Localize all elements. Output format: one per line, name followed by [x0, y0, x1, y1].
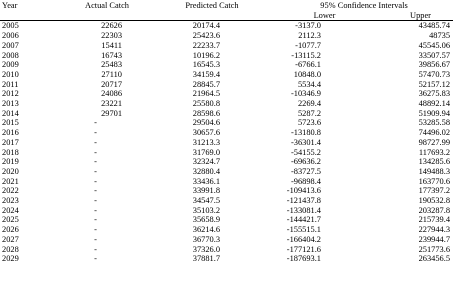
cell-upper: 48735 — [429, 31, 451, 41]
cell-actual-catch: - — [94, 244, 97, 254]
cell-upper: 57470.73 — [418, 69, 451, 79]
cell-lower: -13115.2 — [291, 50, 321, 60]
cell-year: 2013 — [2, 99, 19, 109]
table-row — [0, 235, 453, 245]
cell-upper: 117693.2 — [418, 147, 451, 157]
cell-actual-catch: 29701 — [101, 108, 122, 118]
cell-upper: 251773.6 — [418, 244, 451, 254]
cell-actual-catch: 24086 — [101, 89, 122, 99]
cell-lower: 5723.6 — [297, 118, 321, 128]
cell-predicted-catch: 32324.7 — [192, 157, 220, 167]
cell-lower: -1077.7 — [295, 40, 321, 50]
table-row — [0, 186, 453, 196]
cell-year: 2017 — [2, 137, 19, 147]
cell-actual-catch: - — [94, 147, 97, 157]
cell-lower: -36301.4 — [290, 137, 321, 147]
cell-actual-catch: 22626 — [101, 21, 122, 31]
table-header — [0, 1, 453, 21]
cell-predicted-catch: 33991.8 — [192, 186, 220, 196]
table-row — [0, 157, 453, 167]
cell-upper: 134285.6 — [418, 157, 451, 167]
cell-predicted-catch: 10196.2 — [192, 50, 220, 60]
cell-lower: -83727.5 — [290, 166, 321, 176]
header-actual-catch: Actual Catch — [85, 1, 129, 10]
cell-predicted-catch: 28845.7 — [192, 79, 220, 89]
cell-upper: 227944.3 — [418, 225, 451, 235]
cell-predicted-catch: 22233.7 — [192, 40, 220, 50]
cell-year: 2015 — [2, 118, 19, 128]
cell-lower: 2112.3 — [298, 31, 321, 41]
cell-lower: -3137.0 — [295, 21, 321, 31]
cell-actual-catch: - — [94, 196, 97, 206]
cell-year: 2028 — [2, 244, 19, 254]
table-row — [0, 245, 453, 255]
table-row — [0, 215, 453, 225]
cell-year: 2007 — [2, 40, 19, 50]
header-lower: Lower — [247, 11, 358, 21]
cell-lower: -187693.1 — [286, 254, 321, 264]
cell-year: 2008 — [2, 50, 19, 60]
cell-predicted-catch: 37326.0 — [192, 244, 220, 254]
cell-lower: -144421.7 — [286, 215, 321, 225]
cell-predicted-catch: 28598.6 — [192, 108, 220, 118]
table-row — [0, 167, 453, 177]
cell-upper: 149488.3 — [418, 166, 451, 176]
cell-actual-catch: - — [94, 234, 97, 244]
cell-upper: 190532.8 — [418, 196, 451, 206]
cell-year: 2019 — [2, 157, 19, 167]
cell-upper: 39856.67 — [418, 60, 451, 70]
header-spacer — [0, 11, 49, 21]
cell-predicted-catch: 31213.3 — [192, 137, 220, 147]
cell-predicted-catch: 29504.6 — [192, 118, 220, 128]
cell-predicted-catch: 35103.2 — [192, 205, 220, 215]
cell-predicted-catch: 35658.9 — [192, 215, 220, 225]
cell-upper: 177397.2 — [418, 186, 451, 196]
table-row — [0, 148, 453, 158]
cell-year: 2026 — [2, 225, 19, 235]
cell-upper: 163770.6 — [418, 176, 451, 186]
cell-upper: 203287.8 — [418, 205, 451, 215]
cell-lower: -166404.2 — [286, 234, 321, 244]
table-row — [0, 138, 453, 148]
cell-year: 2010 — [2, 69, 19, 79]
cell-year: 2027 — [2, 234, 19, 244]
cell-predicted-catch: 20174.4 — [192, 21, 220, 31]
header-upper: Upper — [358, 11, 453, 21]
cell-lower: 5534.4 — [297, 79, 321, 89]
cell-predicted-catch: 21964.5 — [192, 89, 220, 99]
cell-upper: 215739.4 — [418, 215, 451, 225]
cell-lower: -10346.9 — [290, 89, 321, 99]
cell-lower: 2269.4 — [297, 99, 321, 109]
cell-predicted-catch: 25580.8 — [192, 99, 220, 109]
table-row — [0, 128, 453, 138]
table-row — [0, 118, 453, 128]
table-body — [0, 21, 453, 264]
cell-year: 2029 — [2, 254, 19, 264]
cell-predicted-catch: 16545.3 — [192, 60, 220, 70]
cell-actual-catch: - — [94, 118, 97, 128]
cell-predicted-catch: 32880.4 — [192, 166, 220, 176]
cell-upper: 52157.12 — [418, 79, 451, 89]
cell-year: 2011 — [2, 79, 19, 89]
cell-actual-catch: - — [94, 215, 97, 225]
cell-actual-catch: - — [94, 128, 97, 138]
cell-lower: -155515.1 — [286, 225, 321, 235]
cell-actual-catch: - — [94, 205, 97, 215]
table-row — [0, 254, 453, 264]
cell-predicted-catch: 34547.5 — [192, 196, 220, 206]
cell-upper: 51909.94 — [418, 108, 451, 118]
table-row — [0, 206, 453, 216]
cell-predicted-catch: 30657.6 — [192, 128, 220, 138]
cell-upper: 239944.7 — [418, 234, 451, 244]
table-row — [0, 177, 453, 187]
cell-actual-catch: 15411 — [101, 40, 122, 50]
cell-upper: 43485.74 — [418, 21, 451, 31]
cell-upper: 98727.99 — [418, 137, 451, 147]
cell-upper: 33507.57 — [418, 50, 451, 60]
cell-actual-catch: 22303 — [101, 31, 122, 41]
cell-actual-catch: - — [94, 137, 97, 147]
cell-upper: 263456.5 — [418, 254, 451, 264]
cell-lower: 10848.0 — [293, 69, 321, 79]
header-spacer — [147, 11, 247, 21]
table-row — [0, 41, 453, 51]
header-predicted-catch: Predicted Catch — [185, 1, 239, 10]
cell-upper: 48892.14 — [418, 99, 451, 109]
cell-actual-catch: 16743 — [101, 50, 122, 60]
cell-actual-catch: 20717 — [101, 79, 122, 89]
cell-upper: 45545.06 — [418, 40, 451, 50]
cell-lower: -96898.4 — [290, 176, 321, 186]
cell-upper: 74496.02 — [418, 128, 451, 138]
cell-year: 2023 — [2, 196, 19, 206]
cell-predicted-catch: 34159.4 — [192, 69, 220, 79]
cell-year: 2024 — [2, 205, 19, 215]
cell-year: 2006 — [2, 31, 19, 41]
table-row — [0, 109, 453, 119]
cell-year: 2012 — [2, 89, 19, 99]
cell-year: 2014 — [2, 108, 19, 118]
cell-lower: -13180.8 — [290, 128, 321, 138]
cell-year: 2021 — [2, 176, 19, 186]
cell-actual-catch: - — [94, 166, 97, 176]
cell-lower: 5287.2 — [297, 108, 321, 118]
cell-predicted-catch: 36770.3 — [192, 234, 220, 244]
cell-year: 2020 — [2, 166, 19, 176]
header-year: Year — [2, 1, 18, 10]
cell-lower: -177121.6 — [286, 244, 321, 254]
cell-actual-catch: - — [94, 186, 97, 196]
cell-lower: -121437.8 — [286, 196, 321, 206]
table-row — [0, 196, 453, 206]
table-row — [0, 225, 453, 235]
cell-lower: -54155.2 — [290, 147, 321, 157]
cell-actual-catch: 23221 — [101, 99, 122, 109]
cell-lower: -109413.6 — [286, 186, 321, 196]
cell-year: 2018 — [2, 147, 19, 157]
cell-year: 2009 — [2, 60, 19, 70]
cell-upper: 36275.83 — [418, 89, 451, 99]
table-row — [0, 89, 453, 99]
cell-actual-catch: - — [94, 157, 97, 167]
catch-forecast-table — [0, 1, 453, 264]
table-row — [0, 31, 453, 41]
table-row — [0, 21, 453, 31]
table-row — [0, 51, 453, 61]
cell-actual-catch: - — [94, 254, 97, 264]
cell-lower: -133081.4 — [286, 205, 321, 215]
cell-year: 2022 — [2, 186, 19, 196]
cell-actual-catch: 25483 — [101, 60, 122, 70]
cell-year: 2005 — [2, 21, 19, 31]
cell-predicted-catch: 31769.0 — [192, 147, 220, 157]
cell-upper: 53285.58 — [418, 118, 451, 128]
cell-year: 2016 — [2, 128, 19, 138]
table-row — [0, 60, 453, 70]
cell-actual-catch: 27110 — [101, 69, 122, 79]
cell-predicted-catch: 37881.7 — [192, 254, 220, 264]
cell-predicted-catch: 33436.1 — [192, 176, 220, 186]
cell-predicted-catch: 25423.6 — [192, 31, 220, 41]
cell-actual-catch: - — [94, 176, 97, 186]
header-confidence-intervals: 95% Confidence Intervals — [320, 1, 408, 10]
cell-year: 2025 — [2, 215, 19, 225]
table-row — [0, 80, 453, 90]
cell-lower: -69636.2 — [290, 157, 321, 167]
table-row — [0, 70, 453, 80]
table-row — [0, 99, 453, 109]
cell-actual-catch: - — [94, 225, 97, 235]
cell-predicted-catch: 36214.6 — [192, 225, 220, 235]
header-spacer — [49, 11, 147, 21]
cell-lower: -6766.1 — [295, 60, 321, 70]
